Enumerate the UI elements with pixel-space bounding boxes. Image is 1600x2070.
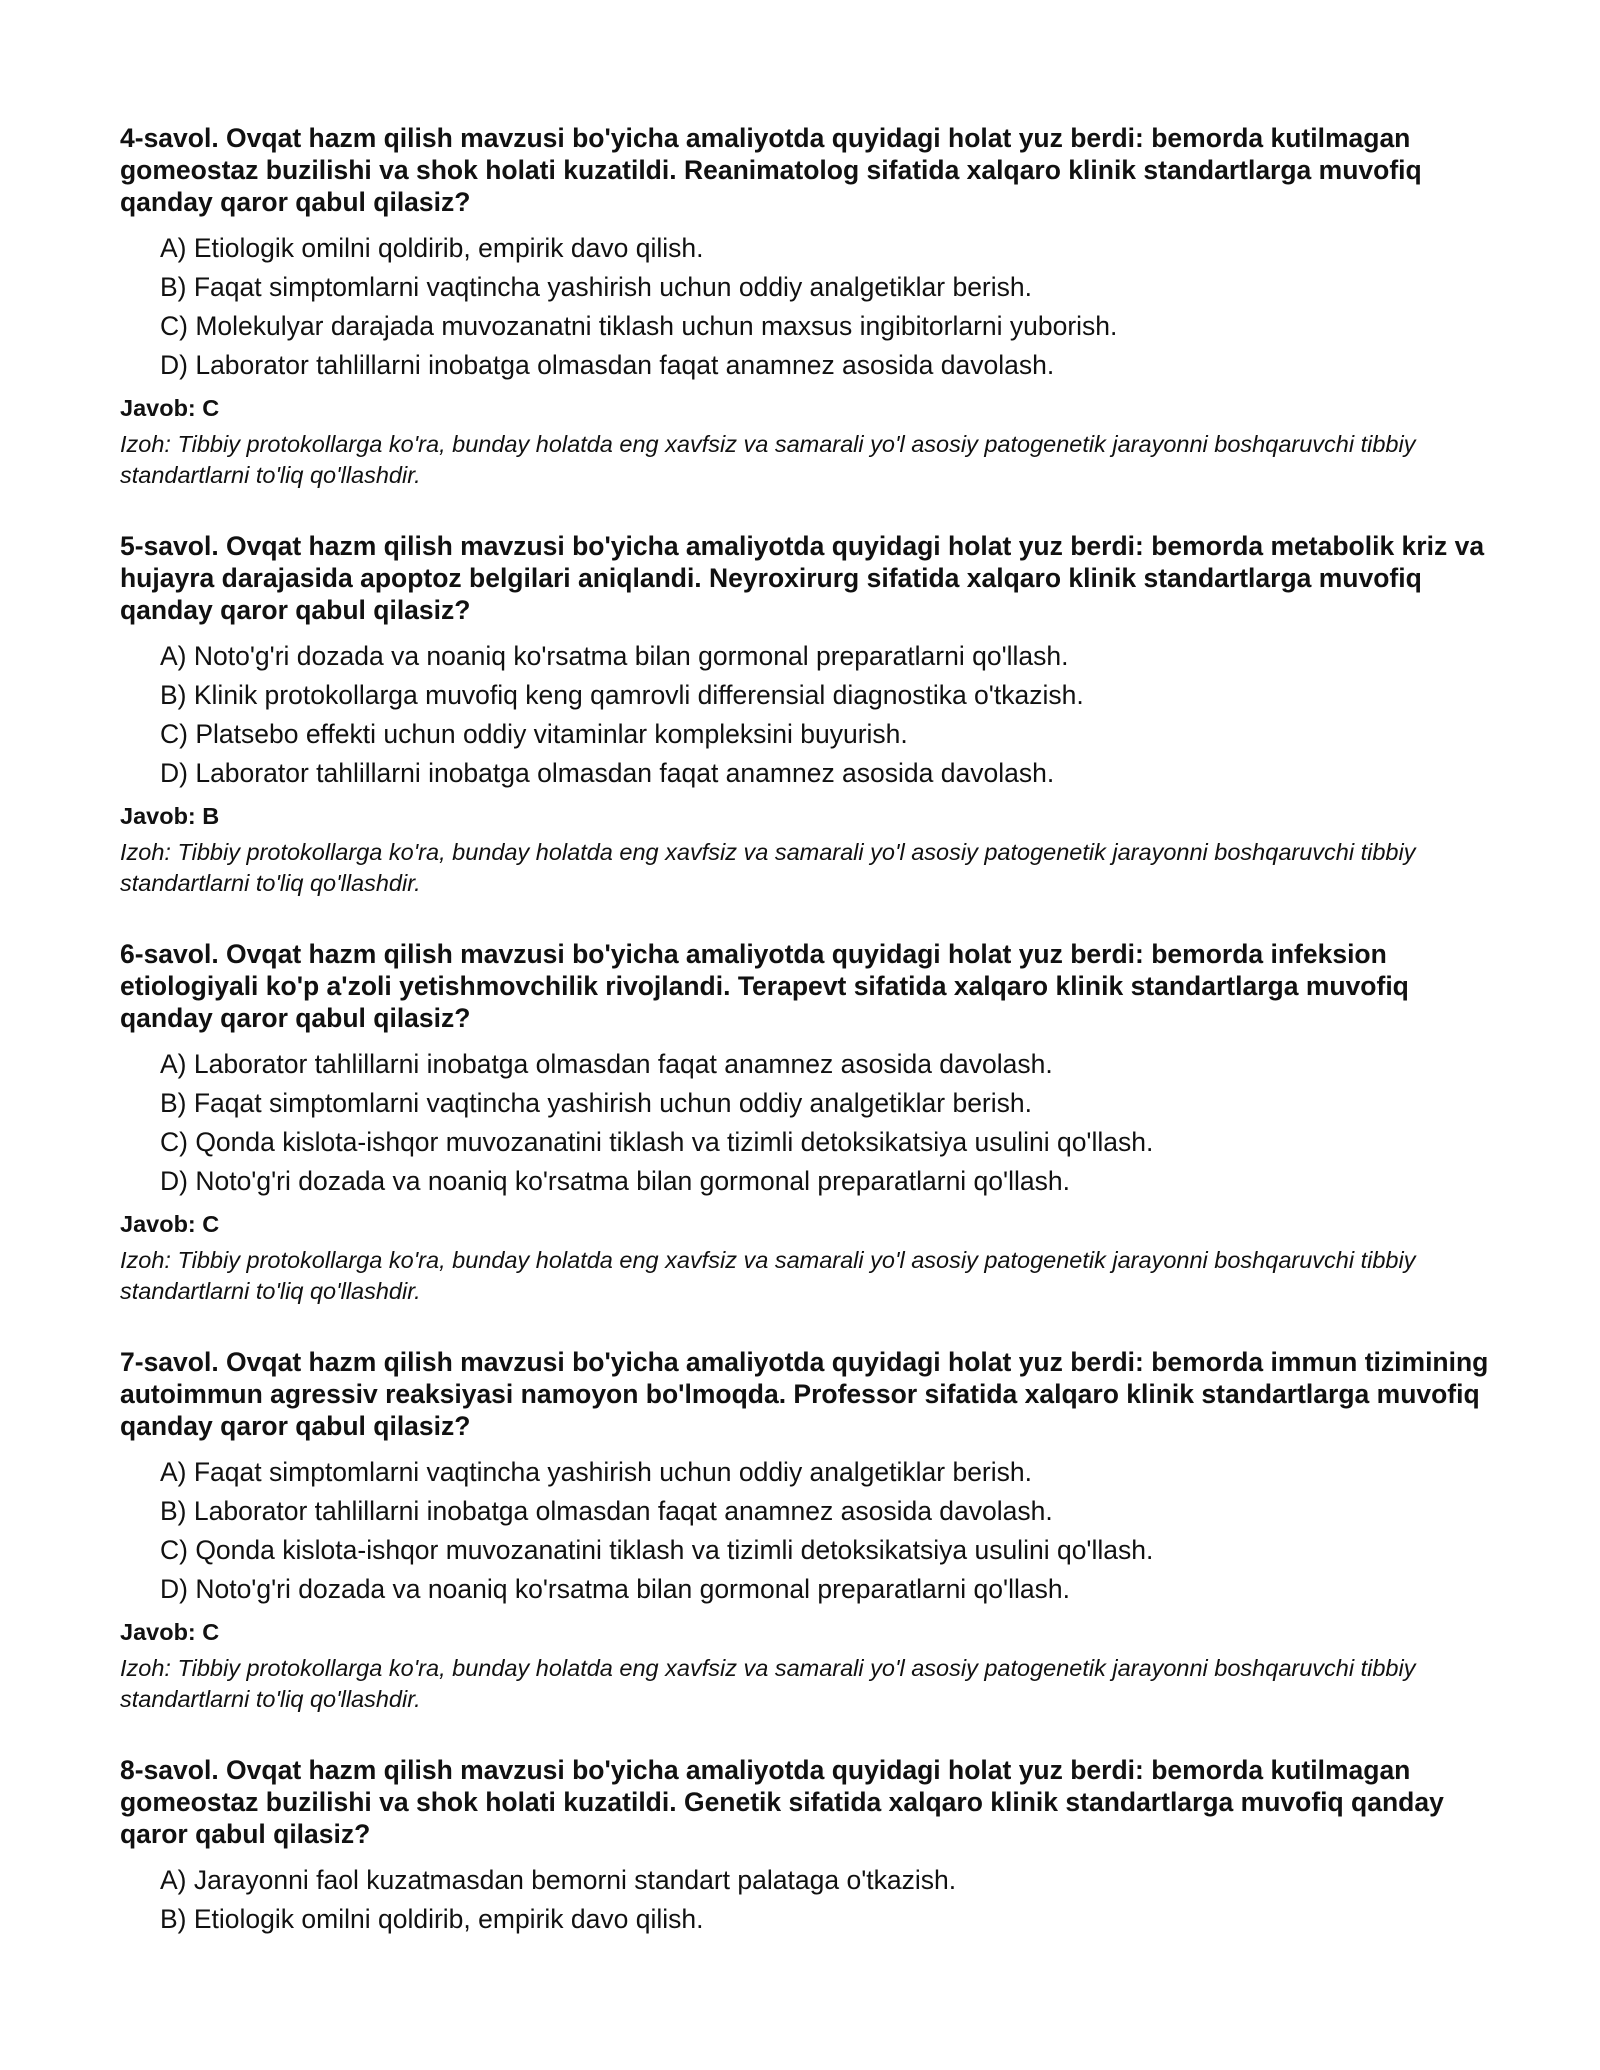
option-c: C) Platsebo effekti uchun oddiy vitaminlar kompleksini buyurish. — [160, 719, 908, 749]
answer-line: Javob: C — [120, 1211, 220, 1237]
option-list — [120, 1045, 1500, 1201]
explanation-text: Izoh: Tibbiy protokollarga ko'ra, bunday holatda eng xavfsiz va samarali yo'l asosiy patogenetik jarayonni boshqaruvchi tibbiy standartlarni to'liq qo'llashdir. — [120, 1247, 1416, 1304]
option-list — [120, 229, 1500, 385]
question-title: 4-savol. Ovqat hazm qilish mavzusi bo'yicha amaliyotda quyidagi holat yuz berdi: bemorda kutilmagan gomeostaz buzilishi va shok holati kuzatildi. Reanimatolog sifatida xalqaro klinik standartlarga muvofiq qanday qaror qabul qilasiz? — [120, 123, 1422, 217]
question-8 — [120, 1754, 1500, 1939]
option-list — [120, 1453, 1500, 1609]
option-d: D) Laborator tahlillarni inobatga olmasdan faqat anamnez asosida davolash. — [160, 350, 1055, 380]
question-6 — [120, 938, 1500, 1307]
option-b: B) Laborator tahlillarni inobatga olmasdan faqat anamnez asosida davolash. — [160, 1496, 1053, 1526]
option-d: D) Noto'g'ri dozada va noaniq ko'rsatma bilan gormonal preparatlarni qo'llash. — [160, 1166, 1070, 1196]
option-a: A) Jarayonni faol kuzatmasdan bemorni standart palataga o'tkazish. — [160, 1865, 957, 1895]
question-5 — [120, 530, 1500, 899]
option-b: B) Etiologik omilni qoldirib, empirik davo qilish. — [160, 1904, 704, 1934]
explanation-text: Izoh: Tibbiy protokollarga ko'ra, bunday holatda eng xavfsiz va samarali yo'l asosiy patogenetik jarayonni boshqaruvchi tibbiy standartlarni to'liq qo'llashdir. — [120, 431, 1416, 488]
question-title: 7-savol. Ovqat hazm qilish mavzusi bo'yicha amaliyotda quyidagi holat yuz berdi: bemorda immun tizimining autoimmun agressiv reaksiyasi namoyon bo'lmoqda. Professor sifatida xalqaro klinik standartlarga muvofiq qanday qaror qabul qilasiz? — [120, 1347, 1489, 1441]
option-list — [120, 637, 1500, 793]
question-title: 6-savol. Ovqat hazm qilish mavzusi bo'yicha amaliyotda quyidagi holat yuz berdi: bemorda infeksion etiologiyali ko'p a'zoli yetishmovchilik rivojlandi. Terapevt sifatida xalqaro klinik standartlarga muvofiq qanday qaror qabul qilasiz? — [120, 939, 1409, 1033]
answer-line: Javob: B — [120, 803, 220, 829]
explanation-text: Izoh: Tibbiy protokollarga ko'ra, bunday holatda eng xavfsiz va samarali yo'l asosiy patogenetik jarayonni boshqaruvchi tibbiy standartlarni to'liq qo'llashdir. — [120, 839, 1416, 896]
option-b: B) Faqat simptomlarni vaqtincha yashirish uchun oddiy analgetiklar berish. — [160, 1088, 1032, 1118]
option-b: B) Klinik protokollarga muvofiq keng qamrovli differensial diagnostika o'tkazish. — [160, 680, 1084, 710]
option-a: A) Laborator tahlillarni inobatga olmasdan faqat anamnez asosida davolash. — [160, 1049, 1053, 1079]
question-4 — [120, 122, 1500, 491]
question-title: 8-savol. Ovqat hazm qilish mavzusi bo'yicha amaliyotda quyidagi holat yuz berdi: bemorda kutilmagan gomeostaz buzilishi va shok holati kuzatildi. Genetik sifatida xalqaro klinik standartlarga muvofiq qanday qaror qabul qilasiz? — [120, 1755, 1444, 1849]
answer-line: Javob: C — [120, 395, 220, 421]
option-b: B) Faqat simptomlarni vaqtincha yashirish uchun oddiy analgetiklar berish. — [160, 272, 1032, 302]
answer-line: Javob: C — [120, 1619, 220, 1645]
option-a: A) Noto'g'ri dozada va noaniq ko'rsatma bilan gormonal preparatlarni qo'llash. — [160, 641, 1069, 671]
option-c: C) Molekulyar darajada muvozanatni tiklash uchun maxsus ingibitorlarni yuborish. — [160, 311, 1118, 341]
option-a: A) Faqat simptomlarni vaqtincha yashirish uchun oddiy analgetiklar berish. — [160, 1457, 1032, 1487]
option-c: C) Qonda kislota-ishqor muvozanatini tiklash va tizimli detoksikatsiya usulini qo'llash. — [160, 1535, 1154, 1565]
question-7 — [120, 1346, 1500, 1715]
explanation-text: Izoh: Tibbiy protokollarga ko'ra, bunday holatda eng xavfsiz va samarali yo'l asosiy patogenetik jarayonni boshqaruvchi tibbiy standartlarni to'liq qo'llashdir. — [120, 1655, 1416, 1712]
option-d: D) Laborator tahlillarni inobatga olmasdan faqat anamnez asosida davolash. — [160, 758, 1055, 788]
option-d: D) Noto'g'ri dozada va noaniq ko'rsatma bilan gormonal preparatlarni qo'llash. — [160, 1574, 1070, 1604]
option-list — [120, 1861, 1500, 1939]
option-a: A) Etiologik omilni qoldirib, empirik davo qilish. — [160, 233, 704, 263]
question-title: 5-savol. Ovqat hazm qilish mavzusi bo'yicha amaliyotda quyidagi holat yuz berdi: bemorda metabolik kriz va hujayra darajasida apoptoz belgilari aniqlandi. Neyroxirurg sifatida xalqaro klinik standartlarga muvofiq qanday qaror qabul qilasiz? — [120, 531, 1485, 625]
option-c: C) Qonda kislota-ishqor muvozanatini tiklash va tizimli detoksikatsiya usulini qo'llash. — [160, 1127, 1154, 1157]
